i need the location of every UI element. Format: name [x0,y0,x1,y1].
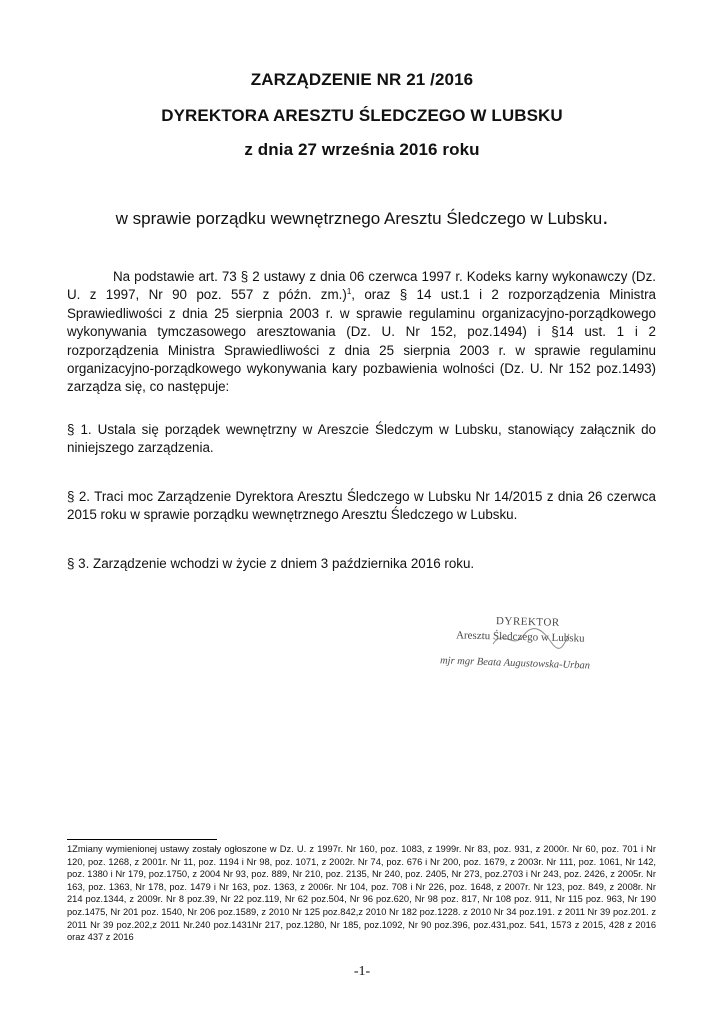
signature-institution: Aresztu Śledczego w Lubsku [455,629,585,645]
signature-name: mjr mgr Beata Augustowska-Urban [439,655,591,672]
legal-basis-paragraph [67,268,656,397]
subject-text: w sprawie porządku wewnętrznego Aresztu Śledczego w Lubsku [115,209,603,228]
footnote-reference[interactable]: 1 [346,287,352,297]
document-date: z dnia 27 września 2016 roku [244,140,480,159]
document-subject [0,204,724,229]
signature-title: DYREKTOR [495,615,560,629]
paragraph-3: § 3. Zarządzenie wchodzi w życie z dniem 3 października 2016 roku. [67,556,475,571]
subject-end-mark: . [602,204,609,229]
preamble-part1: Na podstawie art. 73 § 2 ustawy z dnia 06 czerwca 1997 r. Kodeks karny wykonawczy (Dz. U. z 1997, Nr 90 poz. 557 z późn. zm.) [67,269,656,303]
signature-stamp [436,616,626,686]
document-issuer: DYREKTORA ARESZTU ŚLEDCZEGO W LUBSKU [161,106,563,125]
paragraph-1: § 1. Ustala się porządek wewnętrzny w Areszcie Śledczym w Lubsku, stanowiący załącznik do niniejszego zarządzenia. [67,422,656,456]
footnote-separator [67,839,217,840]
page-number: -1- [353,964,371,979]
preamble-part2: , oraz § 14 ust.1 i 2 rozporządzenia Ministra Sprawiedliwości z dnia 25 sierpnia 2003 r. w sprawie regulaminu organizacyjno-porządkowego wykonywania tymczasowego aresztowania (Dz. U. Nr 152, poz.1494) i §14 ust. 1 i 2 rozporządzenia Ministra Sprawiedliwości z dnia 25 sierpnia 2003 r. w sprawie regulaminu organizacyjno-porządkowego wykonywania kary pozbawienia wolności (Dz. U. Nr 152 poz.1493) zarządza się, co następuje: [67,287,656,395]
paragraph-2: § 2. Traci moc Zarządzenie Dyrektora Aresztu Śledczego w Lubsku Nr 14/2015 z dnia 26 czerwca 2015 roku w sprawie porządku wewnętrznego Aresztu Śledczego w Lubsku. [67,489,656,523]
footnote: 1Zmiany wymienionej ustawy zostały ogłoszone w Dz. U. z 1997r. Nr 160, poz. 1083, z 1999r. Nr 83, poz. 931, z 2000r. Nr 60, poz. 701 i Nr 120, poz. 1268, z 2001r. Nr 11, poz. 1194 i Nr 98, poz. 1071, z 2002r. Nr 74, poz. 676 i Nr 200, poz. 1679, z 2003r. Nr 111, poz. 1061, Nr 142, poz. 1380 i Nr 179, poz.1750, z 2004 Nr 93, poz. 889, Nr 210, poz. 2135, Nr 240, poz. 2405, Nr 273, poz.2703 i Nr 243, poz. 2426, z 2005r. Nr 163, poz. 1363, Nr 178, poz. 1479 i Nr 163, poz. 1363, z 2006r. Nr 104, poz. 708 i Nr 226, poz. 1648, z 2007r. Nr 123, poz. 849, z 2008r. Nr 214 poz.1344, z 2009r. Nr 8 poz.39, Nr 22 poz.119, Nr 62 poz.504, Nr 96 poz.620, Nr 98 poz. 817, Nr 108 poz. 911, Nr 115 poz. 963, Nr 190 poz.1475, Nr 201 poz. 1540, Nr 206 poz.1589, z 2010 Nr 125 poz.842,z 2010 Nr 182 poz.1228. z 2010 Nr 34 poz.191. z 2011 Nr 39 poz.201. z 2011 Nr 39 poz.202,z 2011 Nr.240 poz.1431Nr 217, poz.1280, Nr 185, poz.1092, Nr 90 poz.396, poz.431,poz. 541, 1573 z 2015, 428 z 2016 oraz 437 z 2016 [67,844,656,943]
document-title: ZARZĄDZENIE NR 21 /2016 [250,70,474,89]
